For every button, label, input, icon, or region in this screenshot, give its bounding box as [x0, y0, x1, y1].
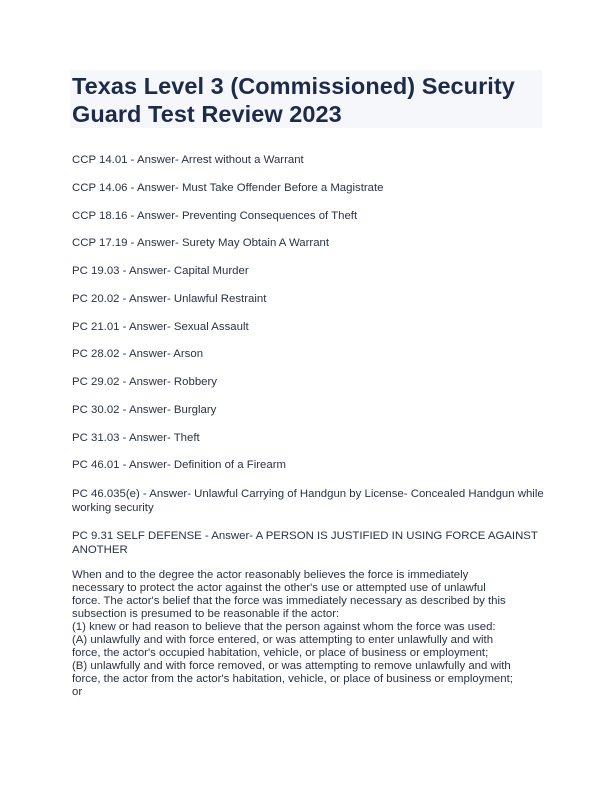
- qa-item: CCP 14.01 - Answer- Arrest without a Warrant: [72, 154, 304, 166]
- qa-list: [72, 154, 544, 571]
- qa-item: PC 46.035(e) - Answer- Unlawful Carrying of Handgun by License- Concealed Handgun while working security: [72, 488, 544, 514]
- qa-item: PC 30.02 - Answer- Burglary: [72, 403, 217, 416]
- document-title: Texas Level 3 (Commissioned) Security Guard Test Review 2023: [72, 73, 515, 127]
- qa-item: PC 20.02 - Answer- Unlawful Restraint: [72, 292, 267, 305]
- qa-item: PC 29.02 - Answer- Robbery: [72, 376, 217, 388]
- self-defense-paragraph: [72, 569, 544, 699]
- qa-item: PC 19.03 - Answer- Capital Murder: [72, 265, 249, 277]
- qa-item: PC 31.03 - Answer- Theft: [72, 431, 200, 444]
- qa-item: CCP 14.06 - Answer- Must Take Offender Before a Magistrate: [72, 181, 384, 194]
- paragraph-line: force, the actor from the actor's habitation, vehicle, or place of business or employment;: [72, 672, 513, 685]
- paragraph-line: (1) knew or had reason to believe that the person against whom the force was used:: [72, 620, 496, 633]
- paragraph-line: force. The actor's belief that the force was immediately necessary as described by this: [72, 594, 506, 607]
- paragraph-line: or: [72, 685, 83, 698]
- paragraph-line: When and to the degree the actor reasonably believes the force is immediately: [72, 569, 469, 581]
- qa-item: PC 46.01 - Answer- Definition of a Firearm: [72, 459, 286, 472]
- paragraph-line: force, the actor's occupied habitation, vehicle, or place of business or employment;: [72, 646, 489, 659]
- paragraph-line: necessary to protect the actor against the other's use or attempted use of unlawful: [72, 581, 486, 594]
- title-block: [70, 70, 542, 128]
- qa-item: PC 21.01 - Answer- Sexual Assault: [72, 320, 249, 333]
- paragraph-line: (B) unlawfully and with force removed, or was attempting to remove unlawfully and with: [72, 659, 511, 672]
- qa-item: CCP 17.19 - Answer- Surety May Obtain A Warrant: [72, 237, 330, 250]
- qa-item: CCP 18.16 - Answer- Preventing Consequences of Theft: [72, 209, 358, 222]
- paragraph-line: (A) unlawfully and with force entered, or was attempting to enter unlawfully and with: [72, 633, 494, 646]
- qa-item: PC 9.31 SELF DEFENSE - Answer- A PERSON IS JUSTIFIED IN USING FORCE AGAINST ANOTHER: [72, 530, 538, 556]
- paragraph-line: subsection is presumed to be reasonable if the actor:: [72, 607, 340, 620]
- qa-item: PC 28.02 - Answer- Arson: [72, 348, 204, 361]
